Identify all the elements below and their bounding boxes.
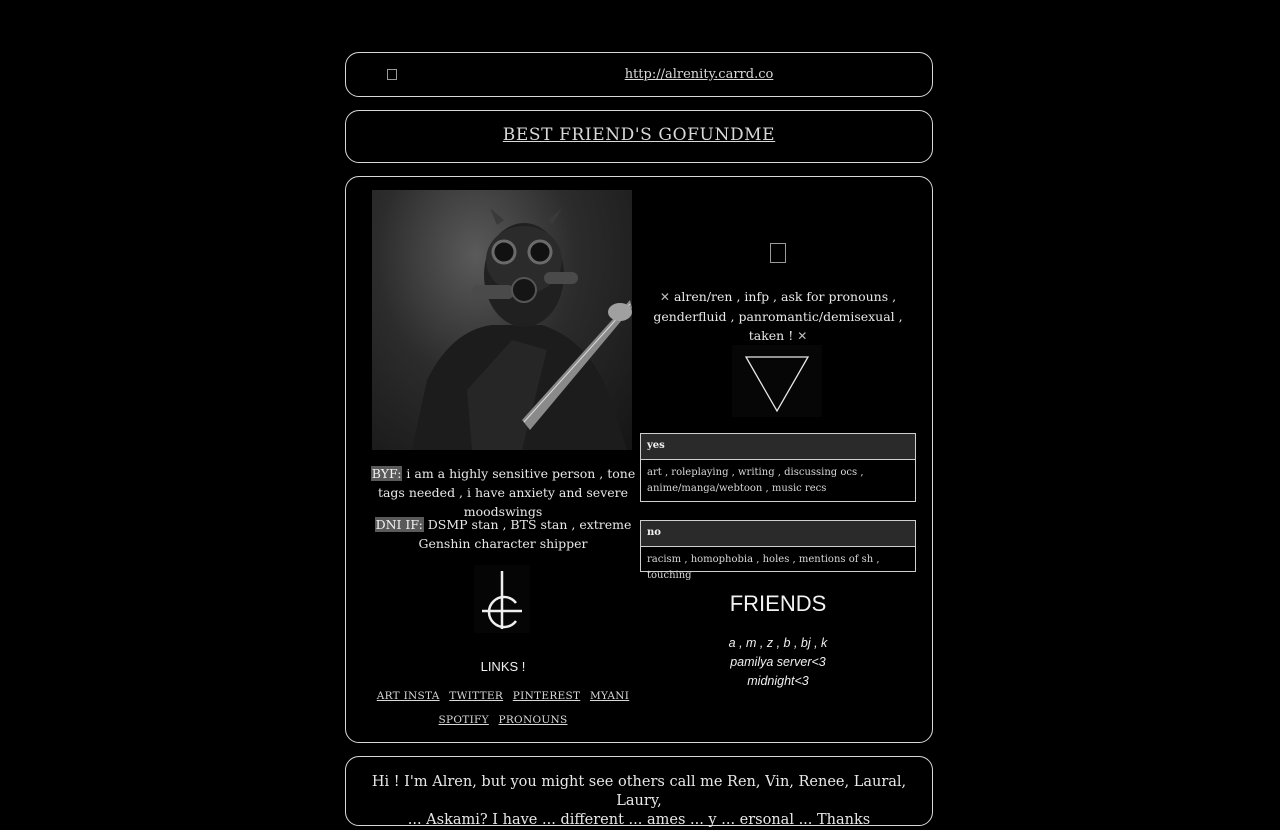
byf-tag: BYF: <box>371 466 402 481</box>
masked-bassist-photo <box>372 190 632 450</box>
dni-section <box>366 515 640 553</box>
yes-table-body: art , roleplaying , writing , discussing ocs , anime/manga/webtoon , music recs <box>647 467 864 494</box>
intro-text <box>366 773 912 830</box>
identity-text <box>638 287 918 346</box>
links-row-2 <box>366 714 640 726</box>
twitter-link[interactable]: TWITTER <box>449 690 504 702</box>
links-row-1 <box>366 690 640 702</box>
site-link-container <box>346 67 932 82</box>
dni-text: DSMP stan , BTS stan , extreme Genshin character shipper <box>418 517 632 551</box>
close-x-icon: ✕ <box>659 290 670 304</box>
no-table <box>640 520 916 581</box>
profile-photo <box>372 190 632 450</box>
site-url-link[interactable]: http://alrenity.carrd.co <box>624 67 774 82</box>
profile-card <box>345 176 933 743</box>
friends-title: FRIENDS <box>729 591 827 616</box>
friends-line: midnight<3 <box>747 674 809 688</box>
ghost-cross-icon <box>474 565 530 633</box>
yes-table-header: yes <box>641 434 915 460</box>
pinterest-link[interactable]: PINTEREST <box>512 690 581 702</box>
byf-text: i am a highly sensitive person , tone tags needed , i have anxiety and severe moodswings <box>377 466 636 519</box>
pronouns-link[interactable]: PRONOUNS <box>498 714 568 726</box>
no-table-body: racism , homophobia , holes , mentions of sh , touching <box>647 554 880 581</box>
identity-label: alren/ren , infp , ask for pronouns , genderfluid , panromantic/demisexual , taken ! <box>653 289 903 343</box>
friends-line: pamilya server<3 <box>730 655 826 669</box>
dni-tag: DNI IF: <box>375 517 423 532</box>
friends-line: a , m , z , b , bj , k <box>728 636 828 650</box>
url-bar <box>345 52 933 97</box>
byf-section <box>366 464 640 521</box>
art-insta-link[interactable]: ART INSTA <box>376 690 440 702</box>
intro-line-2: ... Askami? I have ... different ... ames ... y ... ersonal ... Thanks <box>407 812 871 828</box>
close-x-icon: ✕ <box>797 329 808 343</box>
no-table-header: no <box>641 521 915 547</box>
spotify-link[interactable]: SPOTIFY <box>438 714 489 726</box>
intro-line-1: Hi ! I'm Alren, but you might see others call me Ren, Vin, Renee, Laural, Laury, <box>371 774 907 809</box>
links-title: LINKS ! <box>480 659 526 674</box>
intro-card <box>345 756 933 826</box>
yes-table <box>640 433 916 502</box>
missing-glyph-icon <box>770 243 786 263</box>
gofundme-link[interactable]: BEST FRIEND'S GOFUNDME <box>502 125 776 145</box>
myani-link[interactable]: MYANI <box>589 690 630 702</box>
inverted-triangle-icon <box>732 345 822 417</box>
gofundme-card <box>345 110 933 163</box>
